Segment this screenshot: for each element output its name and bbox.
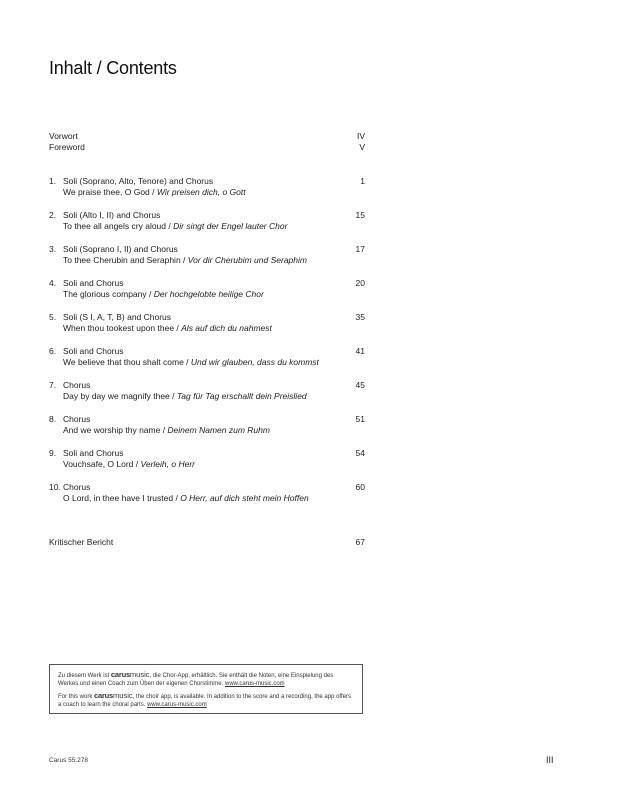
- entry-number: 8.: [49, 414, 57, 424]
- toc-entry[interactable]: [49, 210, 365, 244]
- entry-page: 51: [355, 414, 365, 424]
- entry-number: 2.: [49, 210, 57, 220]
- notice-text: , die Chor-App, erhältlich. Sie enthält die Noten, eine Einspielung des Werkes und einen Coach zum Üben der eigenen Chorstimme.: [58, 673, 334, 687]
- entry-title: [63, 425, 270, 436]
- carus-app-notice: [49, 664, 363, 714]
- notice-text: For this work: [58, 694, 95, 700]
- entry-title-de: Der hochgelobte heilige Chor: [153, 289, 264, 299]
- entry-title: [63, 187, 246, 198]
- toc-row-foreword[interactable]: [49, 142, 365, 153]
- carus-logo-music: music: [113, 691, 133, 700]
- entry-title: [63, 459, 195, 470]
- carus-logo-text: carus: [110, 670, 130, 679]
- entry-scoring: Soli (Soprano I, II) and Chorus: [63, 244, 178, 254]
- entry-title-en: To thee Cherubin and Seraphin /: [63, 255, 188, 265]
- entry-title-en: To thee all angels cry aloud /: [63, 221, 174, 231]
- notice-text: Zu diesem Werk ist: [58, 673, 111, 679]
- entry-scoring: Soli and Chorus: [63, 346, 124, 356]
- entry-title: [63, 221, 287, 232]
- entry-title-en: Day by day we magnify thee /: [63, 391, 177, 401]
- entry-scoring: Soli and Chorus: [63, 278, 124, 288]
- toc-row-kritischer-bericht[interactable]: [49, 537, 365, 548]
- entry-scoring: Soli (S I, A, T, B) and Chorus: [63, 312, 172, 322]
- entry-page: 60: [355, 482, 365, 492]
- entry-page: 54: [355, 448, 365, 458]
- entry-page: 1: [360, 176, 365, 186]
- entry-title-de: Tag für Tag erschallt dein Preislied: [176, 391, 307, 401]
- entry-title-de: Dir singt der Engel lauter Chor: [173, 221, 288, 231]
- entry-number: 5.: [49, 312, 57, 322]
- entry-title-en: The glorious company /: [63, 289, 154, 299]
- entry-number: 1.: [49, 176, 57, 186]
- toc-page: IV: [356, 131, 365, 141]
- toc-entry[interactable]: [49, 346, 365, 380]
- carus-logo-text: carus: [94, 691, 114, 700]
- carus-link[interactable]: www.carus-music.com: [147, 701, 207, 708]
- entry-title-de: Als auf dich du nahmest: [181, 323, 272, 333]
- entry-scoring: Soli (Alto I, II) and Chorus: [63, 210, 161, 220]
- entry-title: [63, 323, 272, 334]
- entry-number: 7.: [49, 380, 57, 390]
- entry-title-en: We praise thee, O God /: [63, 187, 157, 197]
- entry-title-de: Vor dir Cherubim und Seraphim: [187, 255, 307, 265]
- entry-title: [63, 357, 319, 368]
- entry-title: [63, 289, 264, 300]
- entry-scoring: Chorus: [63, 482, 91, 492]
- entry-number: 3.: [49, 244, 57, 254]
- entry-number: 4.: [49, 278, 57, 288]
- entry-scoring: Soli (Soprano, Alto, Tenore) and Chorus: [63, 176, 214, 186]
- entry-page: 15: [355, 210, 365, 220]
- entry-page: 20: [355, 278, 365, 288]
- toc-list: [49, 176, 365, 516]
- entry-scoring: Soli and Chorus: [63, 448, 124, 458]
- notice-german: [58, 671, 354, 688]
- toc-entry[interactable]: [49, 482, 365, 516]
- entry-title: [63, 255, 307, 266]
- entry-title-de: Verleih, o Herr: [140, 459, 195, 469]
- page-number: III: [546, 755, 554, 765]
- entry-number: 6.: [49, 346, 57, 356]
- page-title: Inhalt / Contents: [49, 58, 177, 78]
- entry-title-en: And we worship thy name /: [63, 425, 168, 435]
- entry-title-de: O Herr, auf dich steht mein Hoffen: [180, 493, 309, 503]
- toc-page: V: [359, 142, 365, 152]
- toc-entry[interactable]: [49, 448, 365, 482]
- notice-english: [58, 692, 354, 709]
- entry-page: 35: [355, 312, 365, 322]
- carus-logo-music: music: [129, 670, 150, 679]
- entry-number: 9.: [49, 448, 57, 458]
- entry-scoring: Chorus: [63, 414, 91, 424]
- toc-page: 67: [355, 537, 365, 547]
- entry-title: [63, 493, 309, 504]
- toc-label: Kritischer Bericht: [49, 537, 114, 547]
- toc-entry[interactable]: [49, 176, 365, 210]
- toc-label: Vorwort: [49, 131, 78, 141]
- toc-entry[interactable]: [49, 380, 365, 414]
- entry-title-en: Vouchsafe, O Lord /: [63, 459, 141, 469]
- entry-title-en: O Lord, in thee have I trusted /: [63, 493, 181, 503]
- toc-entry[interactable]: [49, 414, 365, 448]
- entry-scoring: Chorus: [63, 380, 91, 390]
- toc-entry[interactable]: [49, 312, 365, 346]
- carus-link[interactable]: www.carus-music.com: [224, 680, 285, 687]
- entry-title-en: When thou tookest upon thee /: [63, 323, 182, 333]
- entry-title-de: Wir preisen dich, o Gott: [156, 187, 246, 197]
- entry-title-en: We believe that thou shalt come /: [63, 357, 191, 367]
- toc-entry[interactable]: [49, 244, 365, 278]
- entry-title: [63, 391, 307, 402]
- entry-number: 10.: [49, 482, 61, 492]
- toc-entry[interactable]: [49, 278, 365, 312]
- entry-title-de: Und wir glauben, dass du kommst: [190, 357, 319, 367]
- entry-page: 17: [355, 244, 365, 254]
- entry-page: 41: [355, 346, 365, 356]
- toc-row-vorwort[interactable]: [49, 131, 365, 142]
- toc-label: Foreword: [49, 142, 85, 152]
- entry-page: 45: [355, 380, 365, 390]
- catalog-number: Carus 55.278: [49, 757, 89, 764]
- entry-title-de: Deinem Namen zum Ruhm: [167, 425, 270, 435]
- notice-text: , the choir app, is available. In addition to the score and a recording, the app offers a coach to learn the choral parts.: [58, 694, 351, 708]
